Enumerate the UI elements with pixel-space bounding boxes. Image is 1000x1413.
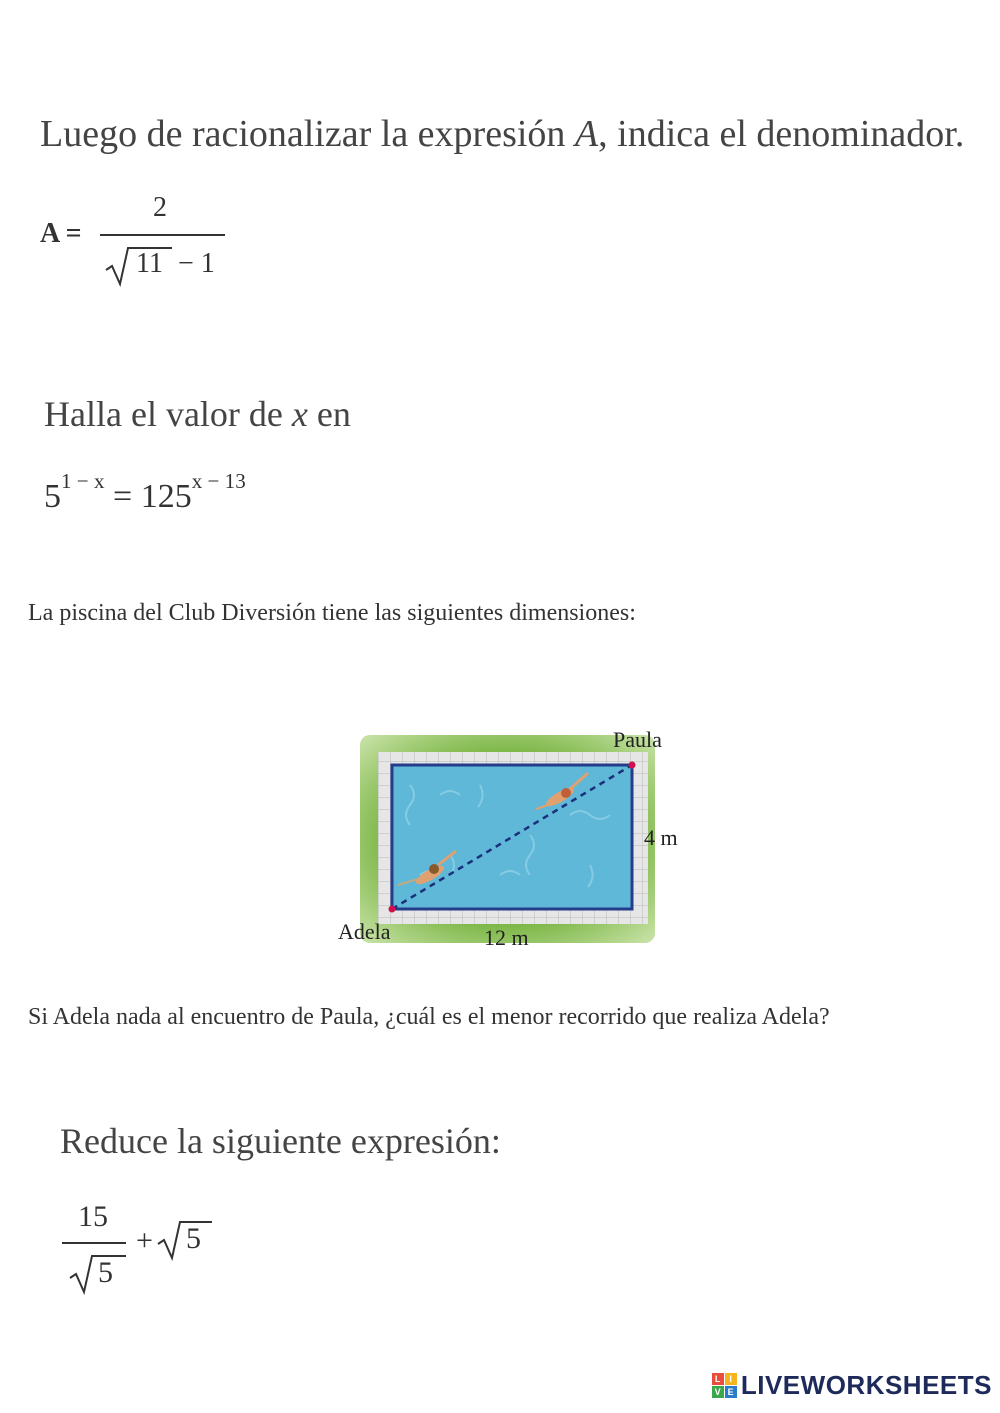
q4-radicand-den: 5: [98, 1256, 113, 1289]
q1-radicand: 11: [136, 248, 163, 279]
liveworksheets-logo[interactable]: [712, 1370, 992, 1401]
brand-name: LIVEWORKSHEETS: [740, 1370, 992, 1400]
q1-numerator: 2: [153, 192, 167, 223]
label-length: 12 m: [484, 925, 529, 950]
q3-intro: La piscina del Club Diversión tiene las siguientes dimensiones:: [28, 600, 636, 626]
q2-equals: =: [113, 478, 133, 515]
q1-expression: [40, 190, 240, 290]
q2-prompt: Halla el valor de x en: [44, 394, 351, 434]
q4-plus: +: [136, 1224, 153, 1257]
q2-exp2: x − 13: [191, 469, 246, 494]
q2-exp1: 1 − x: [61, 469, 105, 494]
q4-numerator: 15: [78, 1200, 108, 1233]
q2-base2: 125: [140, 478, 192, 515]
label-adela: Adela: [338, 919, 391, 944]
q1-minus-one: − 1: [178, 248, 215, 279]
q2-base1: 5: [44, 478, 61, 515]
q4-radicand: 5: [186, 1222, 201, 1255]
q1-lhs: A =: [40, 218, 82, 249]
q4-expression: [60, 1198, 260, 1298]
q3-question: Si Adela nada al encuentro de Paula, ¿cuál es el menor recorrido que realiza Adela?: [28, 1004, 830, 1030]
label-paula: Paula: [613, 727, 662, 752]
logo-mark-icon: L I V E: [712, 1373, 737, 1398]
pool-figure: [330, 725, 700, 955]
q2-equation: [44, 469, 246, 516]
q4-prompt: Reduce la siguiente expresión:: [60, 1121, 501, 1161]
label-width: 4 m: [644, 825, 678, 850]
q1-prompt: Luego de racionalizar la expresión A, indica el denominador.: [40, 113, 965, 155]
